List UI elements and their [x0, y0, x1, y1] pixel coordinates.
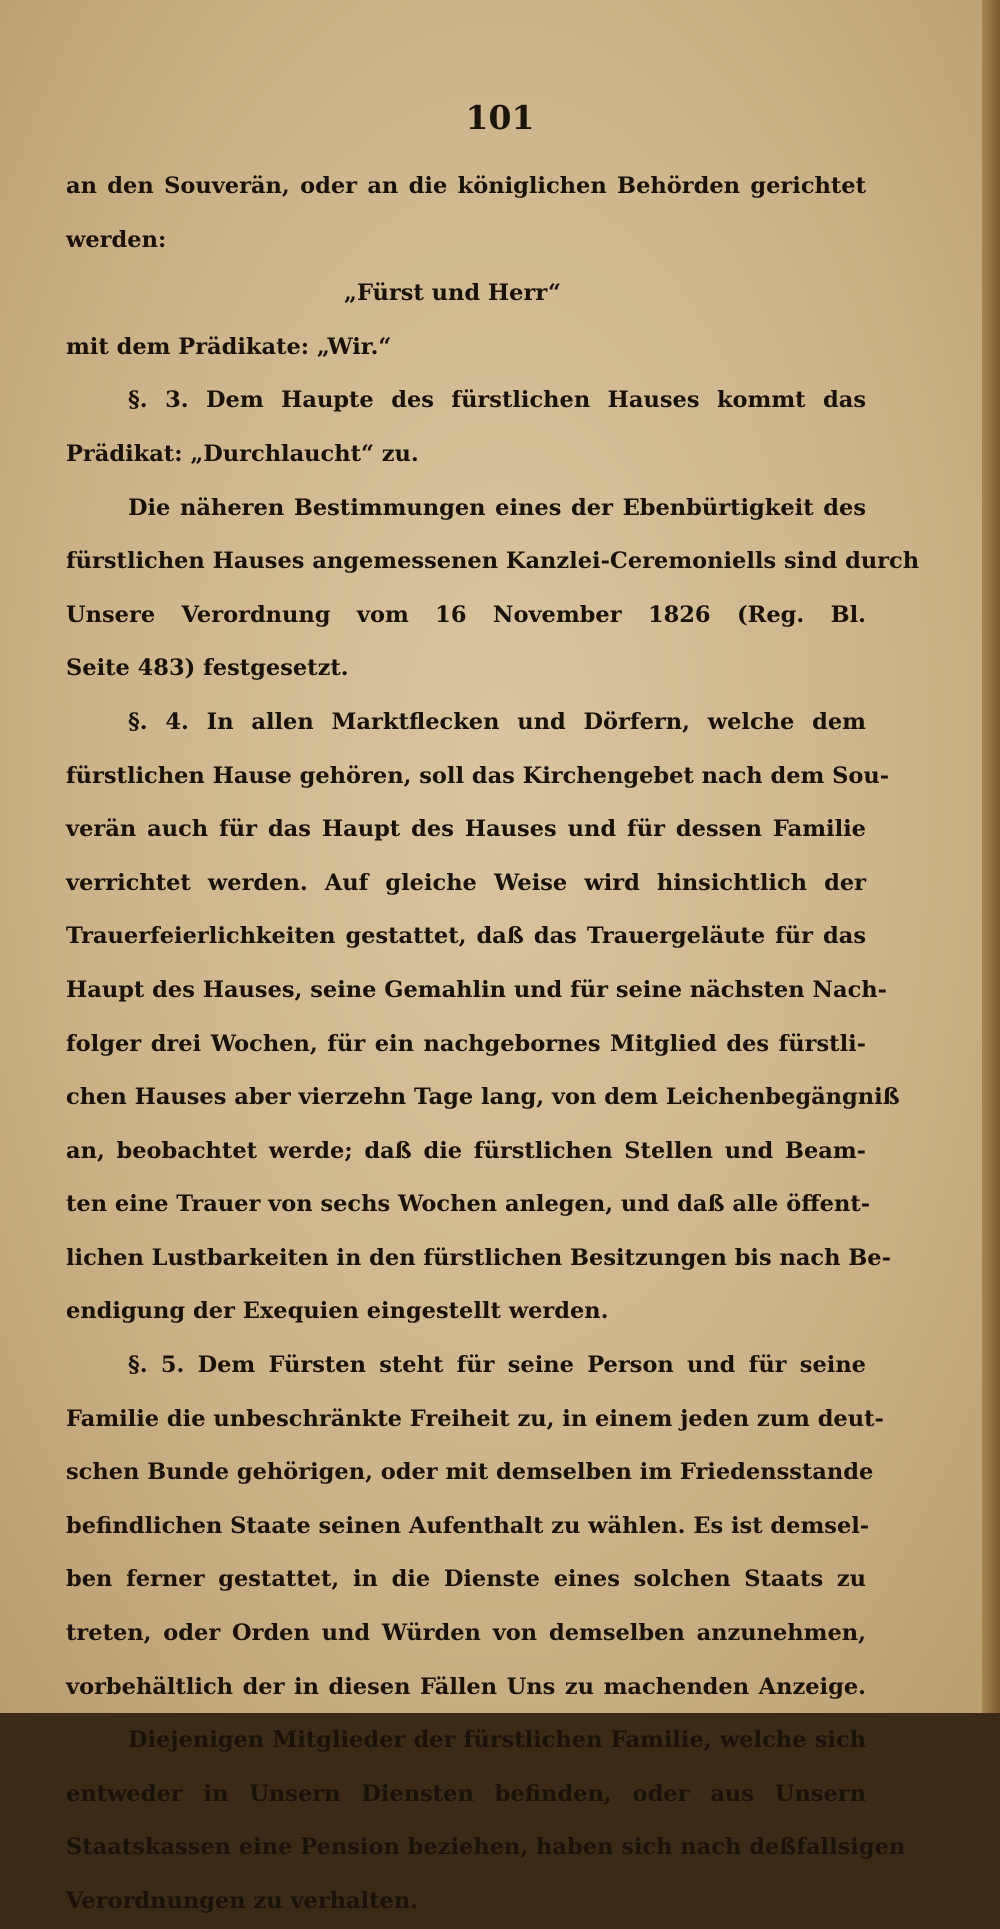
text-line: §. 3. Dem Haupte des fürstlichen Hauses kommt das — [128, 387, 866, 414]
text-line: vorbehältlich der in diesen Fällen Uns zu machenden Anzeige. — [66, 1673, 866, 1700]
text-line: fürstlichen Hauses angemessenen Kanzlei-Ceremoniells sind durch — [66, 548, 920, 575]
text-line: Prädikat: „Durchlaucht“ zu. — [66, 440, 419, 467]
text-line: „Fürst und Herr“ — [344, 280, 561, 307]
text-line: schen Bunde gehörigen, oder mit demselben im Friedensstande — [66, 1459, 874, 1486]
body-text — [66, 160, 920, 1929]
text-line: werden: — [66, 226, 167, 253]
page-edge — [982, 0, 1000, 1713]
text-line: ben ferner gestattet, in die Dienste eines solchen Staats zu — [66, 1566, 866, 1593]
text-line: Die näheren Bestimmungen eines der Ebenbürtigkeit des — [128, 494, 866, 521]
page-number: 101 — [465, 98, 535, 137]
text-line: endigung der Exequien eingestellt werden. — [66, 1298, 609, 1325]
text-line: Diejenigen Mitglieder der fürstlichen Familie, welche sich — [128, 1727, 866, 1754]
text-line: an, beobachtet werde; daß die fürstlichen Stellen und Beam- — [66, 1137, 866, 1164]
text-line: Haupt des Hauses, seine Gemahlin und für seine nächsten Nach- — [66, 976, 887, 1003]
text-line: Verordnungen zu verhalten. — [66, 1888, 419, 1914]
text-line: Unsere Verordnung vom 16 November 1826 (Reg. Bl. — [66, 601, 866, 628]
text-line: Familie die unbeschränkte Freiheit zu, in einem jeden zum deut- — [66, 1405, 884, 1432]
text-line: §. 4. In allen Marktflecken und Dörfern, welche dem — [128, 708, 866, 735]
text-line: fürstlichen Hause gehören, soll das Kirchengebet nach dem Sou- — [66, 762, 890, 789]
text-line: befindlichen Staate seinen Aufenthalt zu wählen. Es ist demsel- — [66, 1512, 870, 1539]
text-line: Staatskassen eine Pension beziehen, haben sich nach deßfallsigen — [66, 1834, 906, 1861]
text-line: lichen Lustbarkeiten in den fürstlichen Besitzungen bis nach Be- — [66, 1244, 891, 1271]
text-line: treten, oder Orden und Würden von demselben anzunehmen, — [66, 1620, 866, 1647]
text-line: chen Hauses aber vierzehn Tage lang, von dem Leichenbegängniß — [66, 1084, 900, 1111]
text-line: an den Souverän, oder an die königlichen Behörden gerichtet — [66, 173, 866, 199]
text-line: Seite 483) festgesetzt. — [66, 655, 349, 682]
text-line: Trauerfeierlichkeiten gestattet, daß das Trauergeläute für das — [66, 923, 866, 950]
text-line: folger drei Wochen, für ein nachgebornes Mitglied des fürstli- — [66, 1030, 866, 1057]
text-line: entweder in Unsern Diensten befinden, oder aus Unsern — [66, 1780, 866, 1807]
text-line: verän auch für das Haupt des Hauses und für dessen Familie — [66, 816, 866, 843]
text-line: verrichtet werden. Auf gleiche Weise wird hinsichtlich der — [66, 869, 866, 896]
text-line: §. 5. Dem Fürsten steht für seine Person und für seine — [128, 1352, 866, 1379]
text-line: mit dem Prädikate: „Wir.“ — [66, 333, 392, 360]
text-line: ten eine Trauer von sechs Wochen anlegen, und daß alle öffent- — [66, 1191, 871, 1218]
